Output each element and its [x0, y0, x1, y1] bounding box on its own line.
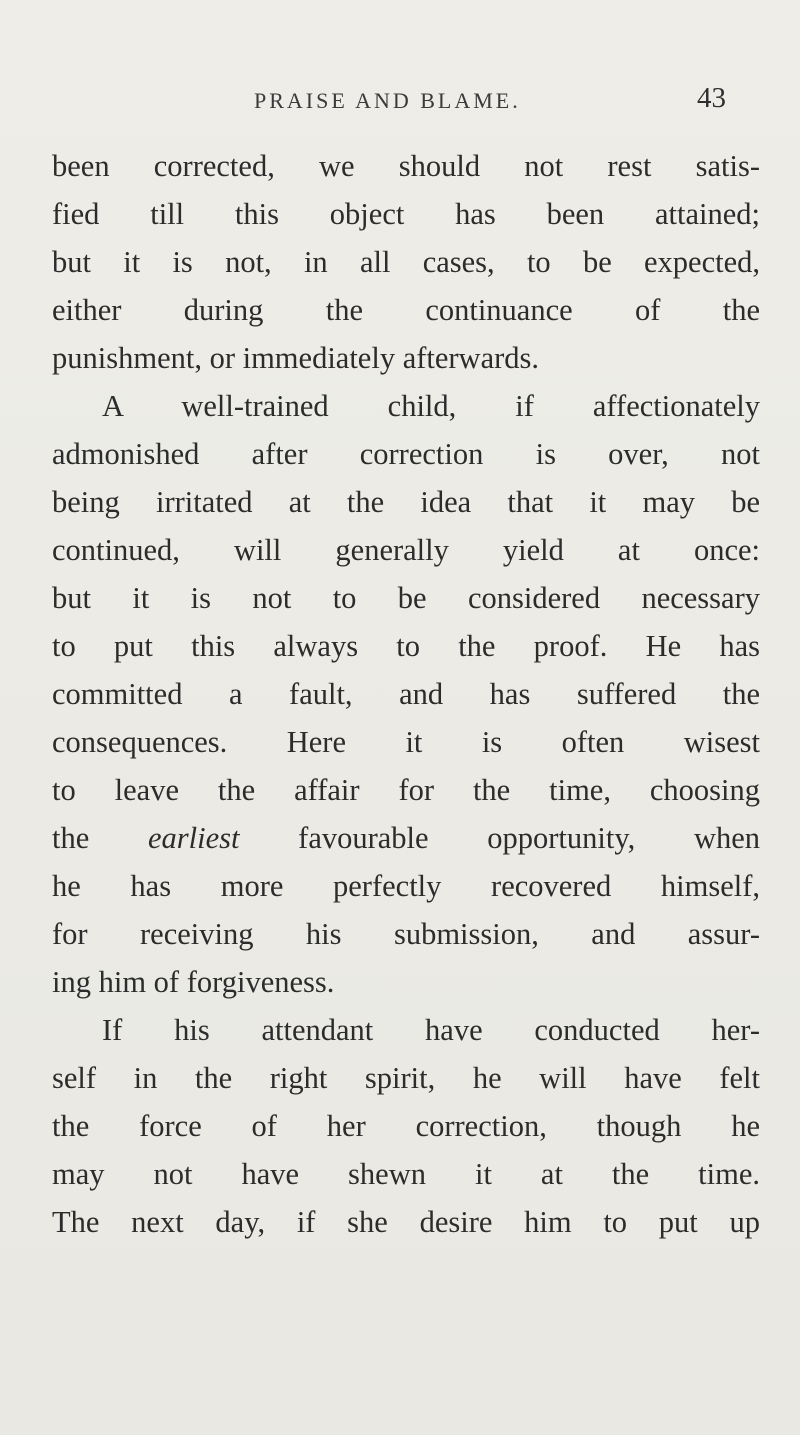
- text-line: being irritated at the idea that it may be: [52, 485, 760, 519]
- text-line: to leave the affair for the time, choosing: [52, 773, 760, 807]
- line-text-after: favourable opportunity, when: [239, 821, 761, 855]
- text-line: he has more perfectly recovered himself,: [52, 869, 760, 903]
- text-line: but it is not to be considered necessary: [52, 581, 760, 615]
- text-line: fied till this object has been attained;: [52, 197, 760, 231]
- text-line: A well-trained child, if affectionately: [102, 389, 760, 423]
- text-line: If his attendant have conducted her-: [102, 1013, 760, 1047]
- italic-word: earliest: [147, 821, 240, 855]
- text-line: admonished after correction is over, not: [52, 437, 760, 471]
- text-line: continued, will generally yield at once:: [52, 533, 760, 567]
- text-line: the force of her correction, though he: [52, 1109, 760, 1143]
- text-line: The next day, if she desire him to put up: [52, 1205, 760, 1239]
- body-text: [52, 142, 760, 1246]
- running-head: [0, 82, 800, 122]
- text-line: for receiving his submission, and assur-: [52, 917, 760, 951]
- page-number: 43: [697, 82, 726, 114]
- running-title: PRAISE AND BLAME.: [254, 88, 521, 113]
- text-line-with-italic: [52, 814, 760, 862]
- text-line: either during the continuance of the: [52, 293, 760, 327]
- text-line: but it is not, in all cases, to be expected,: [52, 245, 760, 279]
- text-line: may not have shewn it at the time.: [52, 1157, 760, 1191]
- text-line: to put this always to the proof. He has: [52, 629, 760, 663]
- text-line: punishment, or immediately afterwards.: [52, 341, 540, 375]
- text-line: ing him of forgiveness.: [52, 965, 335, 999]
- text-line: consequences. Here it is often wisest: [52, 725, 760, 759]
- text-line: self in the right spirit, he will have felt: [52, 1061, 760, 1095]
- text-line: committed a fault, and has suffered the: [52, 677, 760, 711]
- line-text-before: the: [52, 821, 148, 855]
- text-line: been corrected, we should not rest satis-: [52, 149, 760, 183]
